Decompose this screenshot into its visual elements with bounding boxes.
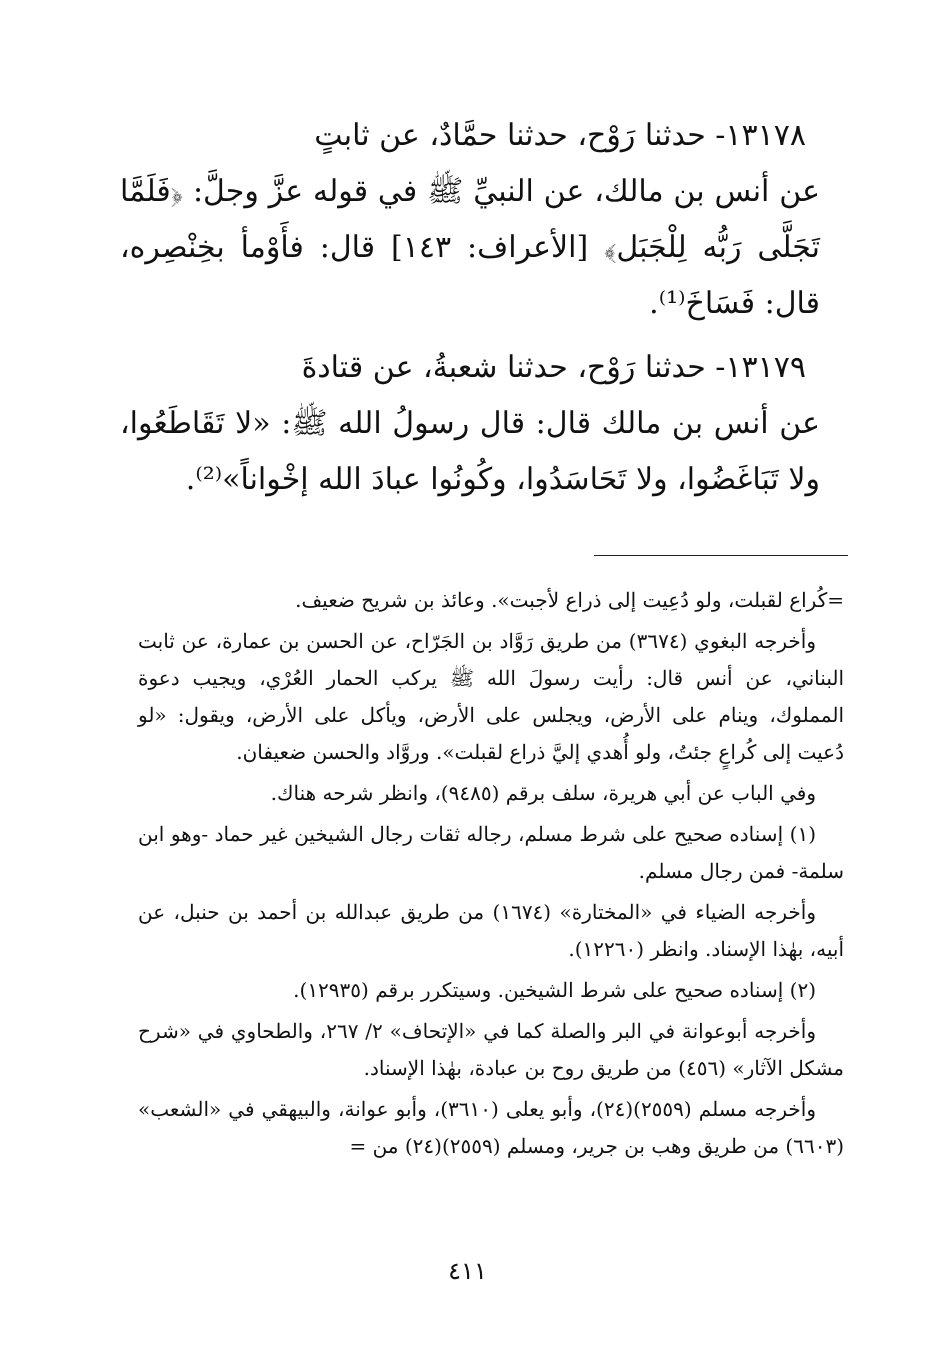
- main-text: [120, 108, 820, 516]
- footnote-continuation: =كُراع لقبلت، ولو دُعِيت إلى ذراع لأجبت». وعائذ بن شريح ضعيف.: [295, 588, 844, 612]
- page-number: ٤١١: [448, 1257, 487, 1285]
- footnote-divider: [594, 555, 848, 556]
- footnote-paragraph: وأخرجه البغوي (٣٦٧٤) من طريق رَوَّاد بن الجَرّاح، عن الحسن بن عمارة، عن ثابت البناني، عن أنس قال: رأيت رسولَ الله ﷺ يركب الحمار العُرْي، ويجيب دعوة المملوك، وينام على الأرض، ويجلس على الأرض، ويأكل على الأرض، ويقول: «لو دُعيت إلى كُراعٍ جئتُ، ولو أُهدي إليَّ ذراع لقبلت». وروَّاد والحسن ضعيفان.: [138, 629, 844, 764]
- hadith-13179-text: عن أنس بن مالك قال: قال رسولُ الله ﷺ: «لا تَقَاطَعُوا، ولا تَبَاغَضُوا، ولا تَحَاسَدُوا، وكُونُوا عبادَ الله إخْواناً»⁽²⁾.: [120, 406, 820, 497]
- hadith-13178-text: عن أنس بن مالك، عن النبيِّ ﷺ في قوله عزَّ وجلَّ: ﴿فَلَمَّا تَجَلَّى رَبُّه لِلْجَبَل﴾ [الأعراف: ١٤٣] قال: فأَوْمأ بخِنْصِره، قال: فَسَاخَ⁽¹⁾.: [120, 174, 820, 321]
- footnote-1: (١) إسناده صحيح على شرط مسلم، رجاله ثقات رجال الشيخين غير حماد -وهو ابن سلمة- فمن رجال مسلم.: [138, 822, 844, 883]
- footnote-paragraph: وأخرجه أبوعوانة في البر والصلة كما في «الإتحاف» ٢/ ٢٦٧، والطحاوي في «شرح مشكل الآثار» (٤٥٦) من طريق روح بن عبادة، بهٰذا الإسناد.: [138, 1019, 844, 1080]
- footnote-2: (٢) إسناده صحيح على شرط الشيخين. وسيتكرر برقم (١٢٩٣٥).: [293, 978, 816, 1002]
- hadith-13178-heading: ١٣١٧٨- حدثنا رَوْح، حدثنا حمَّادٌ، عن ثابتٍ: [314, 118, 806, 153]
- footnote-paragraph: وأخرجه الضياء في «المختارة» (١٦٧٤) من طريق عبدالله بن أحمد بن حنبل، عن أبيه، بهٰذا الإسناد. وانظر (١٢٢٦٠).: [138, 900, 844, 961]
- footnote-paragraph: وأخرجه مسلم (٢٥٥٩)(٢٤)، وأبو يعلى (٣٦١٠)، وأبو عوانة، والبيهقي في «الشعب» (٦٦٠٣) من طريق وهب بن جرير، ومسلم (٢٥٥٩)(٢٤) من =: [138, 1097, 844, 1158]
- hadith-13179-heading: ١٣١٧٩- حدثنا رَوْح، حدثنا شعبةُ، عن قتادةَ: [301, 350, 806, 385]
- footnote-paragraph: وفي الباب عن أبي هريرة، سلف برقم (٩٤٨٥)، وانظر شرحه هناك.: [270, 781, 816, 805]
- footnotes: [138, 582, 844, 1169]
